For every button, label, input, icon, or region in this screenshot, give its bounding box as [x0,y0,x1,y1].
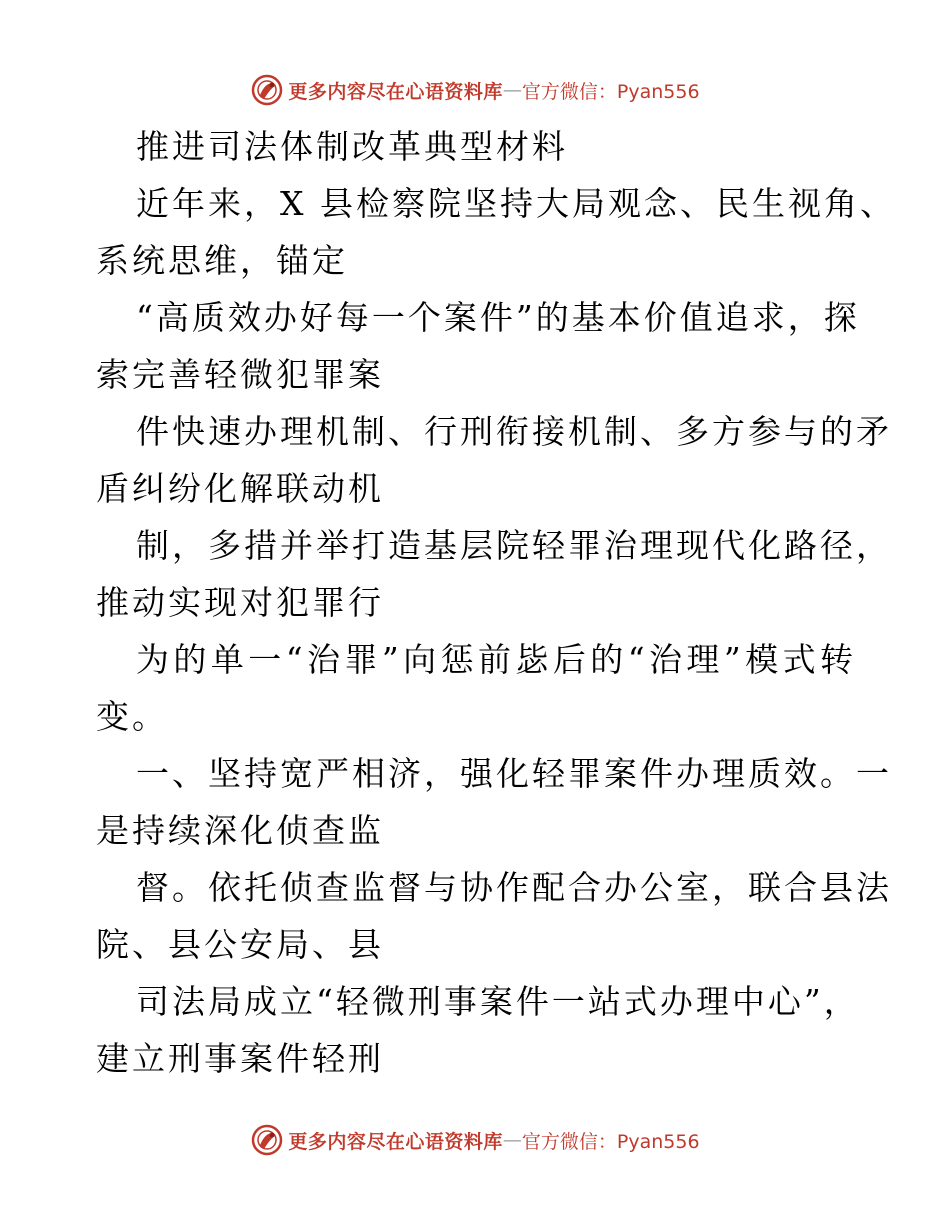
rose-seal-icon [250,1123,284,1157]
watermark-text: 更多内容尽在心语资料库 [288,80,503,103]
watermark-wechat: 官方微信：Pyan556 [521,1130,700,1153]
paragraph-line: 近年来，X 县检察院坚持大局观念、民生视角、 [136,184,896,223]
paragraph-line: 制，多措并举打造基层院轻罪治理现代化路径， [136,526,892,565]
paragraph-line: 司法局成立“轻微刑事案件一站式办理中心”， [136,982,860,1021]
watermark-text: 更多内容尽在心语资料库 [288,1130,503,1153]
paragraph-line: 索完善轻微犯罪案 [96,355,384,394]
footer-watermark [0,1120,950,1160]
paragraph-line: 一、坚持宽严相济，强化轻罪案件办理质效。一 [136,754,892,793]
paragraph-line: 院、县公安局、县 [96,925,384,964]
paragraph-line: 为的单一“治罪”向惩前毖后的“治理”模式转 [136,640,856,679]
header-watermark [0,70,950,110]
watermark-wechat: 官方微信：Pyan556 [521,80,700,103]
document-body [96,118,896,1087]
paragraph-line: 推动实现对犯罪行 [96,583,384,622]
paragraph-line: 督。依托侦查监督与协作配合办公室，联合县法 [136,868,892,907]
paragraph-line: 是持续深化侦查监 [96,811,384,850]
paragraph-line: 盾纠纷化解联动机 [96,469,384,508]
watermark-separator: — [502,1129,522,1151]
document-title: 推进司法体制改革典型材料 [136,127,568,166]
paragraph-line: 建立刑事案件轻刑 [96,1039,384,1078]
paragraph-line: “高质效办好每一个案件”的基本价值追求，探 [136,298,860,337]
paragraph-line: 变。 [96,697,168,736]
paragraph-line: 系统思维，锚定 [96,241,348,280]
paragraph-line: 件快速办理机制、行刑衔接机制、多方参与的矛 [136,412,892,451]
rose-seal-icon [250,73,284,107]
watermark-separator: — [502,79,522,101]
